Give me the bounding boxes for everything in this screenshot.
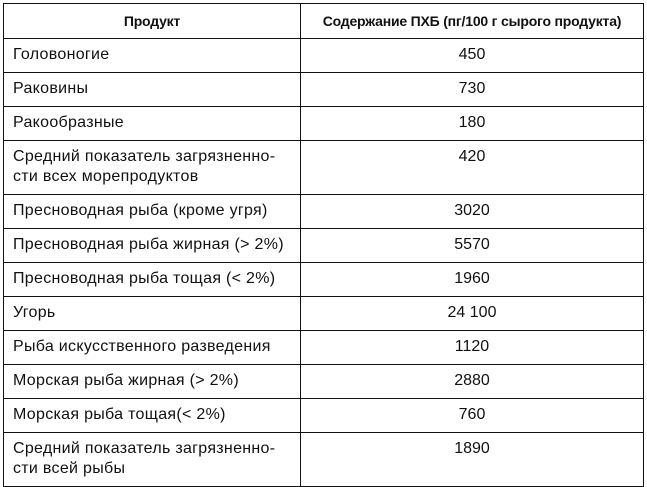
product-name-line: Раковины: [13, 80, 89, 97]
table-row: [4, 141, 644, 195]
product-name-line: Рыба искусственного разведения: [13, 338, 271, 355]
pcb-value-cell: 1890: [301, 433, 644, 487]
table-row: [4, 433, 644, 487]
table-body: [4, 39, 644, 487]
pcb-value-cell: 730: [301, 73, 644, 107]
pcb-value-cell: 180: [301, 107, 644, 141]
product-name-line: Средний показатель загрязненно-: [13, 440, 276, 457]
product-name-line: сти всех морепродуктов: [13, 168, 199, 185]
product-name-line: Пресноводная рыба тощая (< 2%): [13, 270, 276, 287]
product-name-line: Морская рыба тощая(< 2%): [13, 406, 226, 423]
product-name-line: Средний показатель загрязненно-: [13, 148, 276, 165]
product-name-line: Ракообразные: [13, 114, 124, 131]
pcb-value-cell: 24 100: [301, 297, 644, 331]
header-pcb-content: Содержание ПХБ (пг/100 г сырого продукта): [301, 4, 644, 39]
pcb-value-cell: 760: [301, 399, 644, 433]
pcb-value-cell: 450: [301, 39, 644, 73]
pcb-content-table: [3, 3, 644, 487]
table-row: [4, 399, 644, 433]
product-name-line: Пресноводная рыба (кроме угря): [13, 202, 268, 219]
product-cell: [4, 365, 301, 399]
table-row: [4, 107, 644, 141]
product-cell: [4, 141, 301, 195]
table-row: [4, 39, 644, 73]
product-name-line: Угорь: [13, 304, 56, 321]
product-name-line: Морская рыба жирная (> 2%): [13, 372, 239, 389]
table-header-row: [4, 4, 644, 39]
table-row: [4, 73, 644, 107]
pcb-value-cell: 5570: [301, 229, 644, 263]
product-cell: [4, 433, 301, 487]
pcb-value-cell: 3020: [301, 195, 644, 229]
product-cell: [4, 263, 301, 297]
product-cell: [4, 73, 301, 107]
product-cell: [4, 331, 301, 365]
table-row: [4, 331, 644, 365]
product-cell: [4, 39, 301, 73]
product-cell: [4, 107, 301, 141]
table-row: [4, 297, 644, 331]
table-row: [4, 365, 644, 399]
product-name-line: сти всей рыбы: [13, 460, 126, 477]
product-name-line: Головоногие: [13, 46, 110, 63]
pcb-value-cell: 2880: [301, 365, 644, 399]
product-name-line: Пресноводная рыба жирная (> 2%): [13, 236, 284, 253]
product-cell: [4, 297, 301, 331]
product-cell: [4, 195, 301, 229]
header-product: Продукт: [4, 4, 301, 39]
pcb-content-table-container: [3, 3, 644, 487]
pcb-value-cell: 1120: [301, 331, 644, 365]
pcb-value-cell: 420: [301, 141, 644, 195]
pcb-value-cell: 1960: [301, 263, 644, 297]
table-row: [4, 263, 644, 297]
product-cell: [4, 229, 301, 263]
product-cell: [4, 399, 301, 433]
table-row: [4, 195, 644, 229]
table-row: [4, 229, 644, 263]
